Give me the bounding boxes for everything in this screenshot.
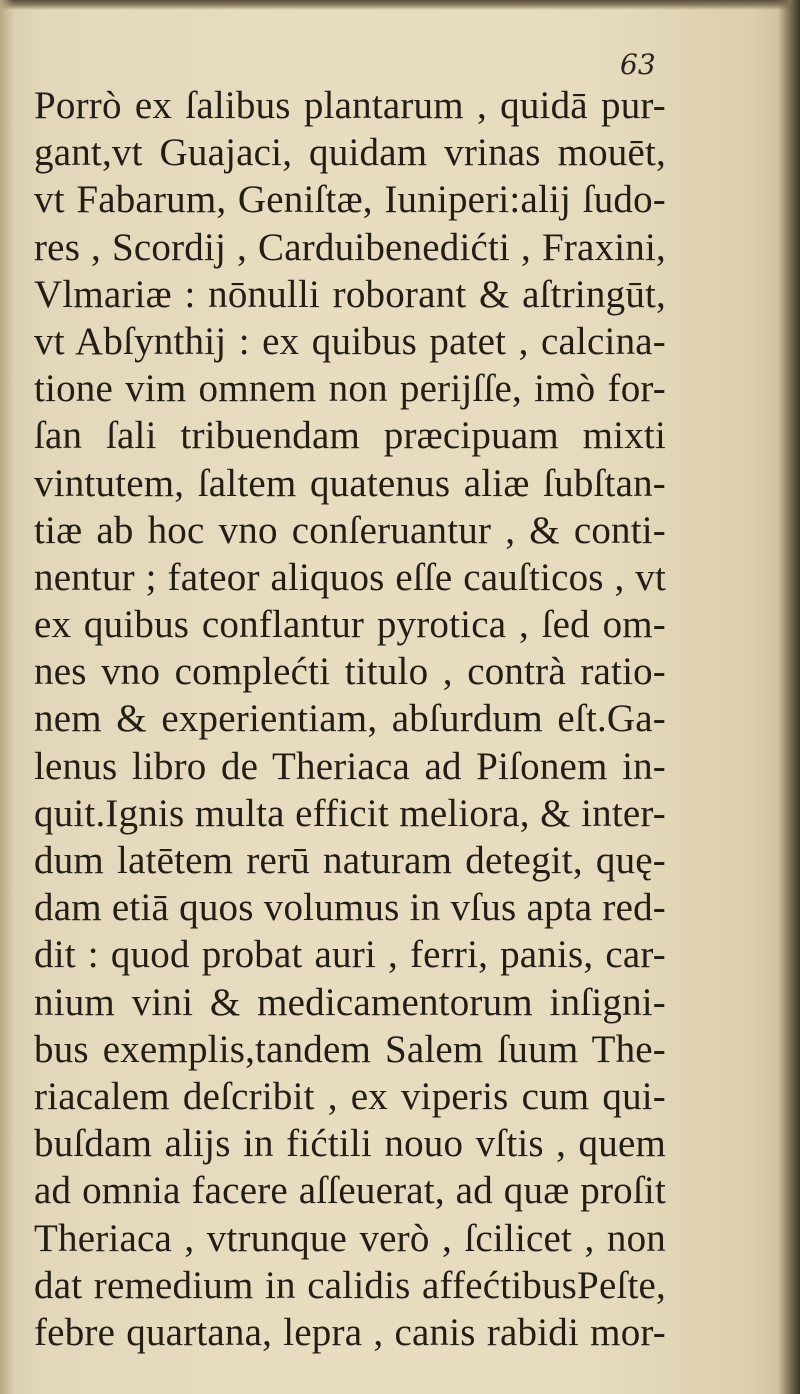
page-gutter-shadow [0, 0, 14, 1394]
text-line: res , Scordij , Carduibenedićti , Fraxini, [34, 225, 666, 269]
text-line: febre quartana, lepra , canis rabidi mor- [34, 1310, 666, 1354]
text-line: ex quibus conflantur pyrotica , ſed om- [34, 603, 666, 647]
text-line: tione vim omnem non perijſſe, imò for- [34, 367, 666, 411]
page-fore-edge [778, 0, 800, 1394]
text-line: vt Fabarum, Geniſtæ, Iuniperi:alij ſudo- [34, 178, 666, 222]
page-number: 63 [620, 48, 656, 81]
page-top-edge [0, 0, 800, 10]
text-line: nem & experientiam, abſurdum eſt.Ga- [34, 697, 666, 741]
text-line: dam etiā quos volumus in vſus apta red- [34, 886, 666, 930]
text-line: riacalem deſcribit , ex viperis cum qui- [34, 1074, 666, 1118]
text-line: Theriaca , vtrunque verò , ſcilicet , non [34, 1216, 666, 1260]
text-line: dum latētem rerū naturam detegit, quę- [34, 839, 666, 882]
text-line: nentur ; fateor aliquos eſſe cauſticos , vt [34, 555, 666, 599]
text-line: nium vini & medicamentorum inſigni- [34, 980, 666, 1024]
text-line: ad omnia facere aſſeuerat, ad quæ proſit [34, 1169, 666, 1213]
text-line: nes vno complećti titulo , contrà ratio- [34, 650, 666, 694]
text-line: quit.Ignis multa efficit meliora, & inter- [34, 791, 666, 835]
text-line: vintutem, ſaltem quatenus aliæ ſubſtan- [34, 461, 666, 505]
text-line: gant,vt Guajaci, quidam vrinas mouēt, [34, 131, 666, 175]
body-text [34, 82, 666, 1356]
text-line: tiæ ab hoc vno conſeruantur , & conti- [34, 508, 666, 552]
text-line: vt Abſynthij : ex quibus patet , calcina- [34, 319, 666, 363]
text-line: dat remedium in calidis affećtibusPeſte, [34, 1263, 666, 1307]
text-line: Porrò ex ſalibus plantarum , quidā pur- [34, 84, 666, 127]
text-line: bus exemplis,tandem Salem ſuum The- [34, 1027, 666, 1071]
text-line: dit : quod probat auri , ferri, panis, car- [34, 933, 666, 977]
text-line: buſdam alijs in fićtili nouo vſtis , quem [34, 1122, 666, 1166]
text-line: lenus libro de Theriaca ad Piſonem in- [34, 744, 666, 788]
text-line: Vlmariæ : nōnulli roborant & aſtringūt, [34, 272, 666, 316]
text-line: ſan ſali tribuendam præcipuam mixti [34, 414, 666, 458]
